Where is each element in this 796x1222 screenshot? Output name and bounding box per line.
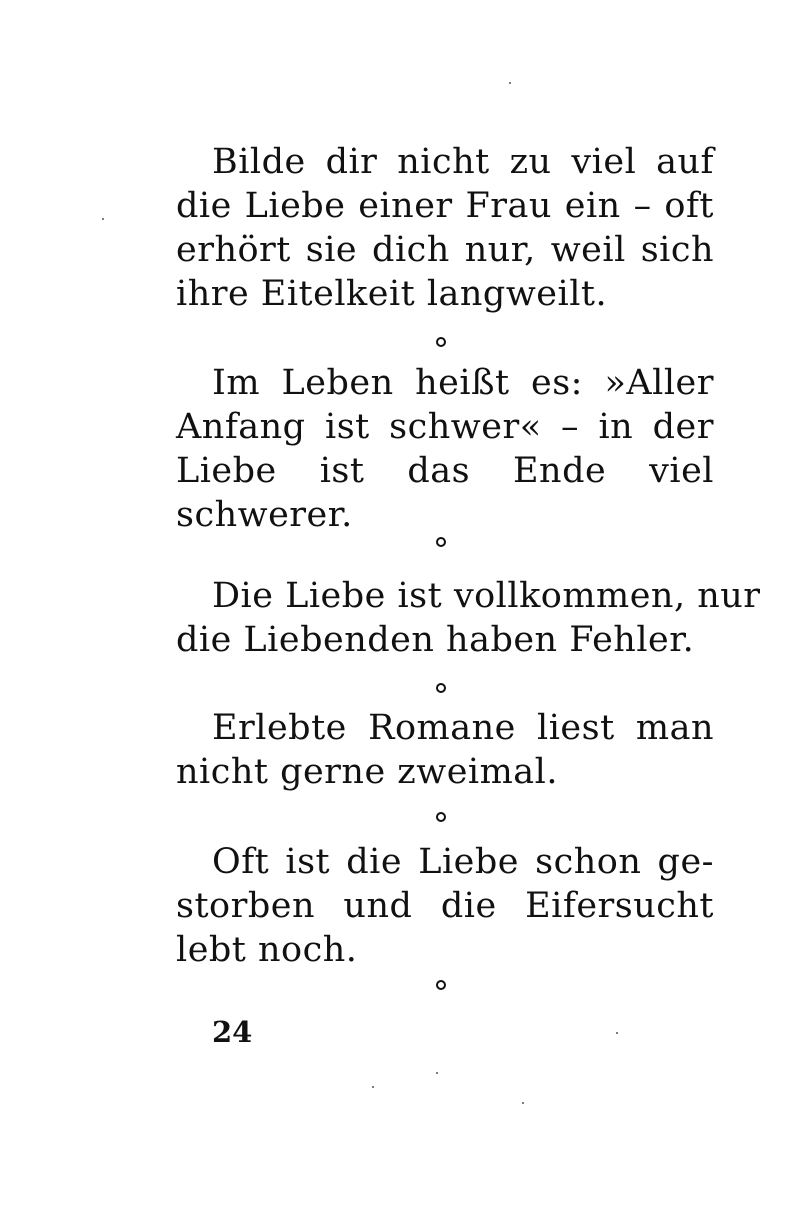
text-line: die Liebenden haben Fehler.: [176, 620, 695, 660]
scan-speck: [372, 1086, 374, 1088]
text-line: Bilde dir nicht zu viel auf: [212, 142, 714, 182]
scan-speck: [522, 1102, 524, 1104]
aphorism-4: [176, 706, 714, 794]
section-separator: [436, 683, 446, 693]
text-line: Im Leben heißt es: »Aller: [212, 363, 714, 403]
text-line: storben und die Eifersucht: [176, 886, 714, 926]
text-line: Liebe ist das Ende viel: [176, 451, 714, 491]
aphorism-5: [176, 840, 714, 972]
section-separator: [436, 812, 446, 822]
text-line: erhört sie dich nur, weil sich: [176, 230, 714, 270]
section-separator: [436, 337, 446, 347]
scan-speck: [509, 82, 511, 84]
text-line: Anfang ist schwer« – in der: [176, 407, 714, 447]
section-separator: [436, 980, 446, 990]
text-line: Oft ist die Liebe schon ge-: [212, 842, 714, 882]
text-line: nicht gerne zweimal.: [176, 752, 558, 792]
text-line: Erlebte Romane liest man: [212, 708, 714, 748]
text-line: ihre Eitelkeit langweilt.: [176, 274, 608, 314]
scan-speck: [102, 218, 104, 220]
text-line: die Liebe einer Frau ein – oft: [176, 186, 714, 226]
text-line: lebt noch.: [176, 930, 358, 970]
section-separator: [436, 537, 446, 547]
page-number: 24: [212, 1015, 253, 1049]
scan-speck: [436, 1072, 438, 1074]
text-line: Die Liebe ist vollkommen, nur: [212, 576, 761, 616]
aphorism-1: [176, 140, 714, 316]
text-line: schwerer.: [176, 495, 353, 535]
aphorism-3: [176, 574, 761, 662]
scan-speck: [616, 1032, 618, 1034]
aphorism-2: [176, 361, 714, 537]
